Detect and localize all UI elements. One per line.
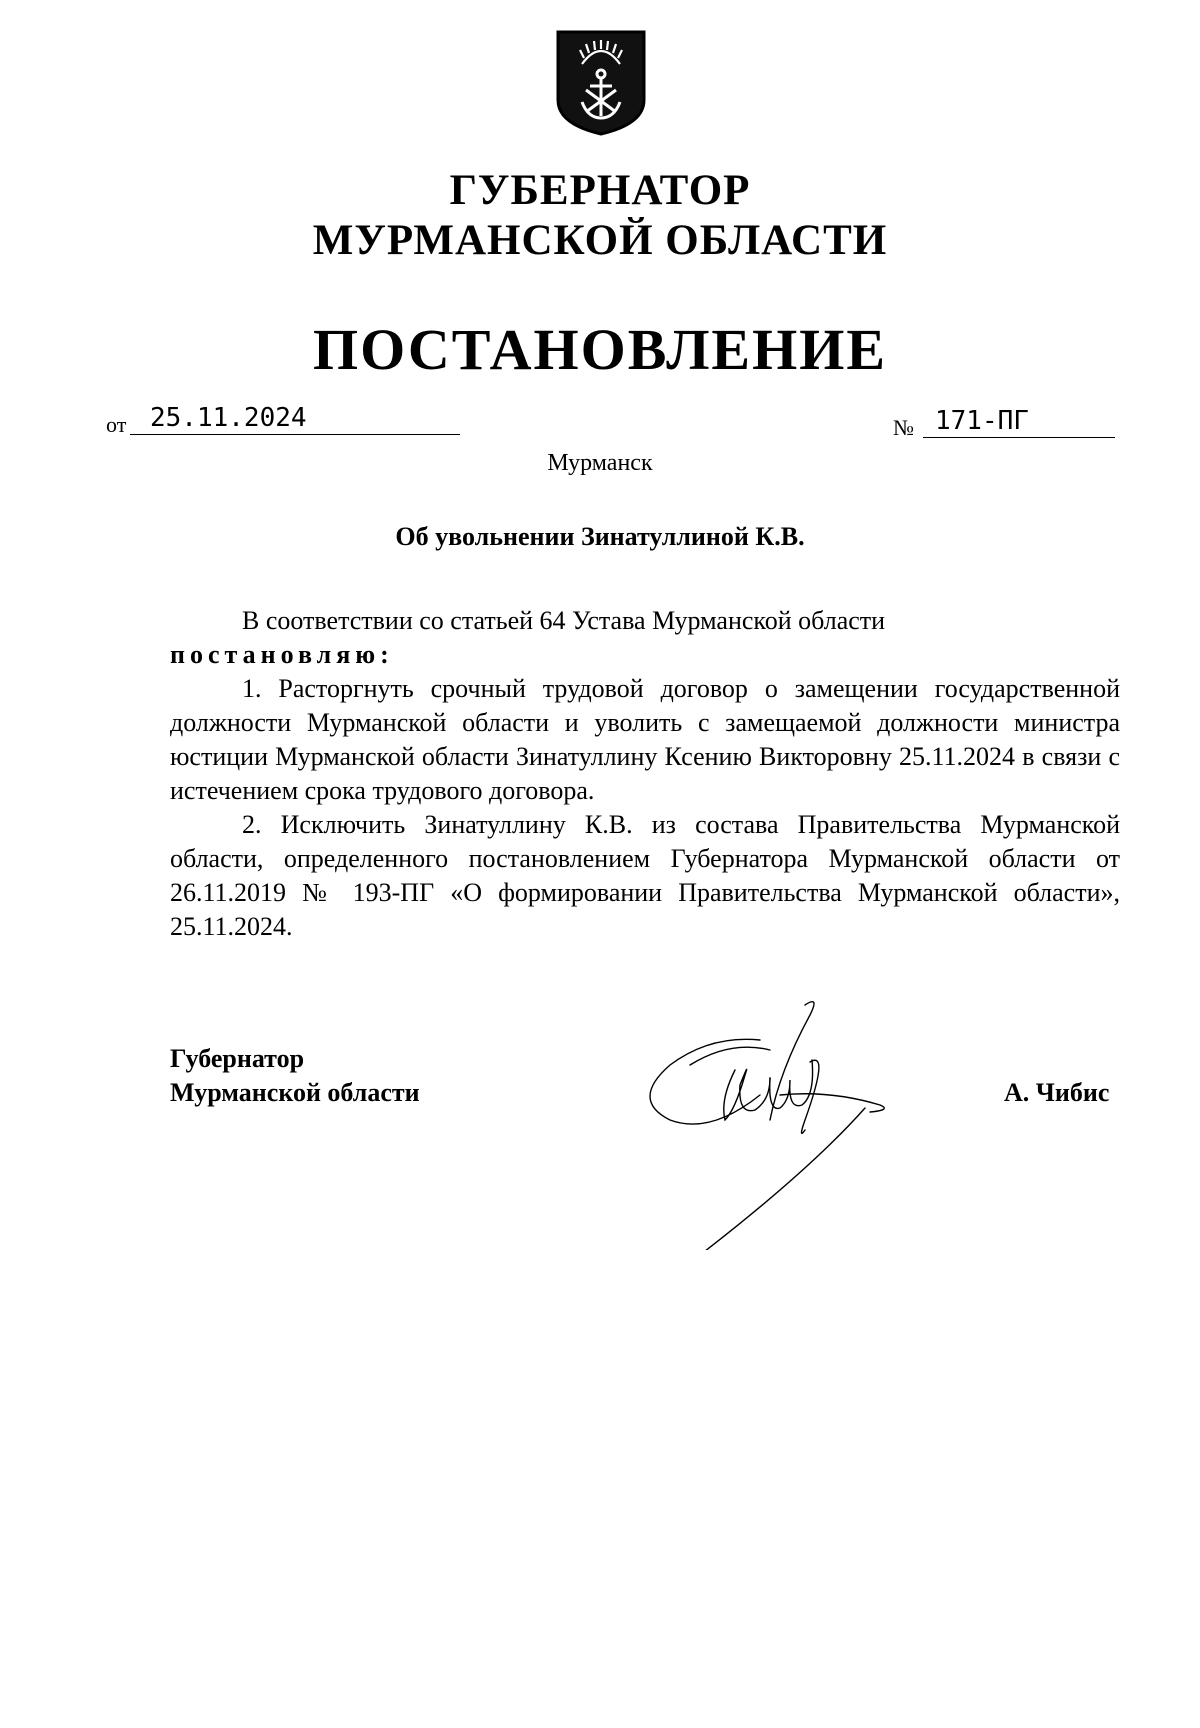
coat-of-arms-icon [554,28,648,138]
document-body [170,604,1120,944]
number-prefix: № [893,415,914,440]
decree-word [170,638,1120,672]
signatory-name: А. Чибис [1004,1078,1110,1107]
preamble-paragraph: В соответствии со статьей 64 Устава Мурманской области [242,606,886,635]
signatory-title [170,1042,420,1110]
document-subject: Об увольнении Зинатуллиной К.В. [395,522,805,551]
document-type-title: ПОСТАНОВЛЕНИЕ [312,317,888,382]
item-1-paragraph: 1. Расторгнуть срочный трудовой договор о замещении государственной должности Мурманской области и уволить с замещаемой должности министра юстиции Мурманской области Зинатуллину Ксению Викторовну 25.11.2024 в связи с истечением срока трудового договора. [170,674,1120,805]
signatory-title-line1: Губернатор [170,1044,305,1073]
signatory-title-line2: Мурманской области [170,1078,420,1107]
handwritten-signature-icon [630,990,900,1250]
number-value: 171-ПГ [923,405,1115,438]
decree-word-text: постановляю: [170,640,394,669]
authority-title-line2: МУРМАНСКОЙ ОБЛАСТИ [312,217,888,264]
city-name: Мурманск [547,450,653,476]
date-value: 25.11.2024 [130,402,460,435]
authority-title-line1: ГУБЕРНАТОР [449,167,751,214]
item-2-paragraph: 2. Исключить Зинатуллину К.В. из состава Правительства Мурманской области, определенного постановлением Губернатора Мурманской области от 26.11.2019 № 193-ПГ «О формировании Правительства Мурманской области», 25.11.2024. [170,810,1120,941]
date-prefix: от [106,412,127,437]
